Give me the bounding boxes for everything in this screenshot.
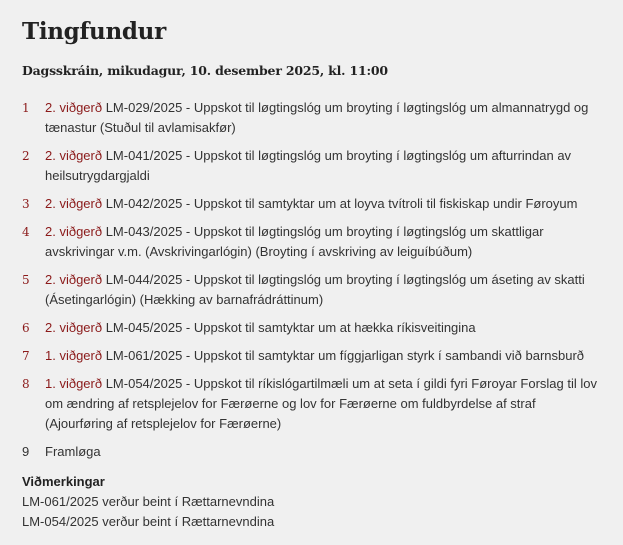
agenda-item-8 [22, 374, 602, 434]
item-text [45, 222, 602, 262]
item-number: 4 [22, 225, 30, 239]
agenda-item-2 [22, 146, 602, 186]
item-text [45, 374, 602, 434]
item-number: 2 [22, 149, 30, 163]
item-title[interactable]: LM-061/2025 - Uppskot til samtyktar um fíggjarligan styrk í sambandi við barnsburð [102, 348, 585, 363]
item-title[interactable]: LM-041/2025 - Uppskot til løgtingslóg um broyting í løgtingslóg um afturrindan av heilsutrygdargjaldi [45, 148, 572, 183]
notes-section [22, 472, 274, 532]
item-title[interactable]: LM-044/2025 - Uppskot til løgtingslóg um broyting í løgtingslóg um áseting av skatti (Ásetingarlógin) (Hækking av barnafrádráttinum) [45, 272, 585, 307]
item-number: 8 [22, 377, 30, 391]
item-number: 1 [22, 101, 30, 115]
item-title[interactable]: LM-043/2025 - Uppskot til løgtingslóg um broyting í løgtingslóg um skattligar avskrivingar v.m. (Avskrivingarlógin) (Broyting í avskriving av leiguíbúðum) [45, 224, 544, 259]
agenda-item-6 [22, 318, 602, 338]
notes-title: Viðmerkingar [22, 474, 105, 489]
agenda-item-9 [22, 442, 602, 462]
item-title[interactable]: LM-029/2025 - Uppskot til løgtingslóg um broyting í løgtingslóg um almannatrygd og tænastur (Stuðul til avlamisakfør) [45, 100, 589, 135]
agenda-item-5 [22, 270, 602, 310]
item-title[interactable]: LM-042/2025 - Uppskot til samtyktar um at loyva tvítroli til fiskiskap undir Føroyum [102, 196, 578, 211]
item-text [45, 318, 602, 338]
page-subtitle: Dagsskráin, mikudagur, 10. desember 2025, kl. 11:00 [22, 63, 388, 78]
item-text [45, 146, 602, 186]
reading-link[interactable]: 2. viðgerð [45, 320, 103, 335]
item-text [45, 98, 602, 138]
agenda-item-3 [22, 194, 602, 214]
item-number: 7 [22, 349, 30, 363]
reading-link[interactable]: 2. viðgerð [45, 148, 103, 163]
reading-link[interactable]: 1. viðgerð [45, 376, 103, 391]
item-title[interactable]: LM-045/2025 - Uppskot til samtyktar um at hækka ríkisveitingina [102, 320, 476, 335]
item-text [45, 194, 602, 214]
item-number: 9 [22, 444, 30, 459]
item-title: Framløga [45, 444, 101, 459]
item-number: 6 [22, 321, 30, 335]
agenda-item-4 [22, 222, 602, 262]
reading-link[interactable]: 2. viðgerð [45, 224, 103, 239]
item-title[interactable]: LM-054/2025 - Uppskot til ríkislógartilmæli um at seta í gildi fyri Føroyar Forslag til lov om ændring af retsplejelov for Færøerne og lov for Færøerne om fuldbyrdelse af straf (Ajourføring af retsplejelov for Færøerne) [45, 376, 597, 431]
note-line: LM-061/2025 verður beint í Rættarnevndina [22, 494, 275, 509]
item-number: 5 [22, 273, 30, 287]
agenda-item-1 [22, 98, 602, 138]
item-text [45, 346, 602, 366]
item-text [45, 270, 602, 310]
reading-link[interactable]: 2. viðgerð [45, 100, 103, 115]
agenda-list [22, 98, 602, 462]
reading-link[interactable]: 1. viðgerð [45, 348, 103, 363]
page-title: Tingfundur [22, 18, 166, 45]
reading-link[interactable]: 2. viðgerð [45, 272, 103, 287]
item-number: 3 [22, 197, 30, 211]
note-line: LM-054/2025 verður beint í Rættarnevndina [22, 514, 275, 529]
reading-link[interactable]: 2. viðgerð [45, 196, 103, 211]
agenda-item-7 [22, 346, 602, 366]
